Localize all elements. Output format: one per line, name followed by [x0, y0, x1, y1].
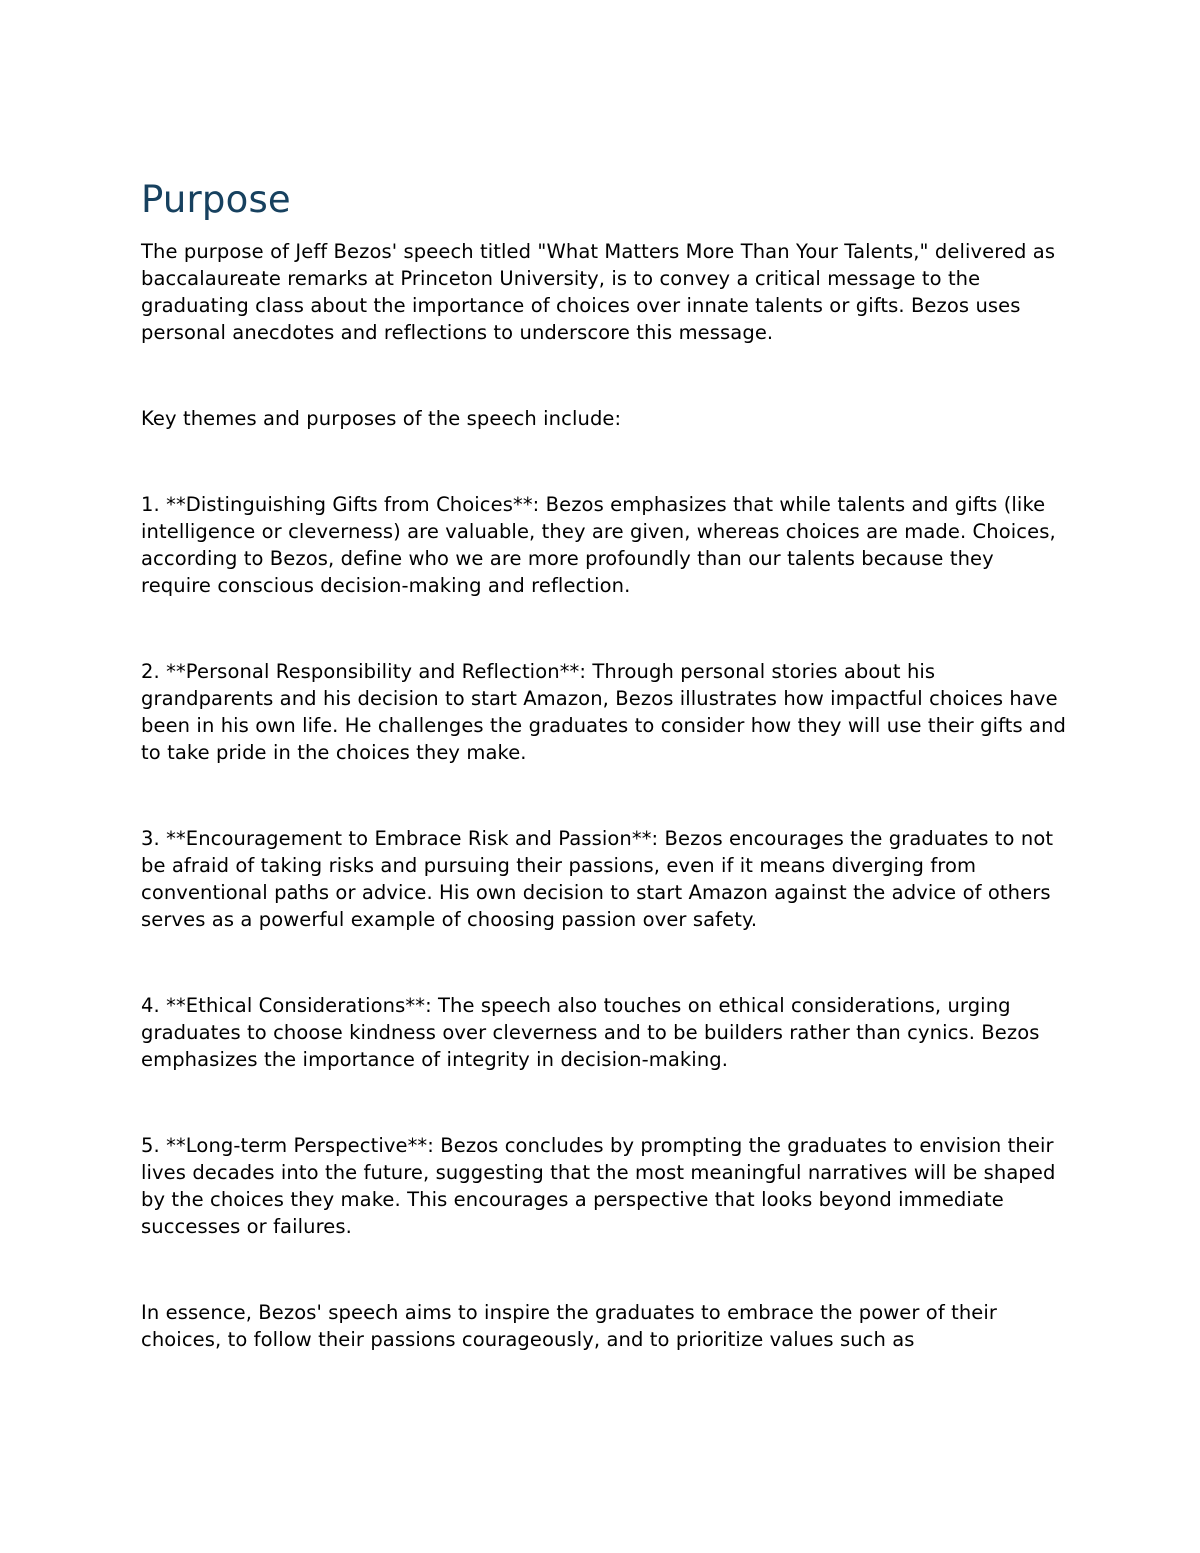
paragraph-purpose: The purpose of Jeff Bezos' speech titled "What Matters More Than Your Talents," delivered as baccalaureate remarks at Princeton University, is to convey a critical message to the graduating class about the importance of choices over innate talents or gifts. Bezos uses personal anecdotes and reflections to underscore this message.: [141, 240, 1056, 344]
paragraph-conclusion: In essence, Bezos' speech aims to inspire the graduates to embrace the power of their choices, to follow their passions courageously, and to prioritize values such as: [141, 1301, 998, 1351]
list-item-theme-2: 2. **Personal Responsibility and Reflection**: Through personal stories about his grandparents and his decision to start Amazon, Bezos illustrates how impactful choices have been in his own life. He challenges the graduates to consider how they will use their gifts and to take pride in the choices they make.: [141, 660, 1066, 764]
list-item-theme-5: 5. **Long-term Perspective**: Bezos concludes by prompting the graduates to envision their lives decades into the future, suggesting that the most meaningful narratives will be shaped by the choices they make. This encourages a perspective that looks beyond immediate successes or failures.: [141, 1134, 1056, 1238]
list-item-theme-3: 3. **Encouragement to Embrace Risk and Passion**: Bezos encourages the graduates to not be afraid of taking risks and pursuing their passions, even if it means diverging from conventional paths or advice. His own decision to start Amazon against the advice of others serves as a powerful example of choosing passion over safety.: [141, 827, 1054, 931]
document-page: [141, 176, 1066, 1353]
paragraph-key-themes-intro: Key themes and purposes of the speech include:: [141, 407, 622, 430]
list-item-theme-1: 1. **Distinguishing Gifts from Choices**: Bezos emphasizes that while talents and gifts (like intelligence or cleverness) are valuable, they are given, whereas choices are made. Choices, according to Bezos, define who we are more profoundly than our talents because they require conscious decision-making and reflection.: [141, 493, 1056, 597]
list-item-theme-4: 4. **Ethical Considerations**: The speech also touches on ethical considerations, urging graduates to choose kindness over cleverness and to be builders rather than cynics. Bezos emphasizes the importance of integrity in decision-making.: [141, 994, 1040, 1071]
page-title: Purpose: [141, 178, 291, 221]
